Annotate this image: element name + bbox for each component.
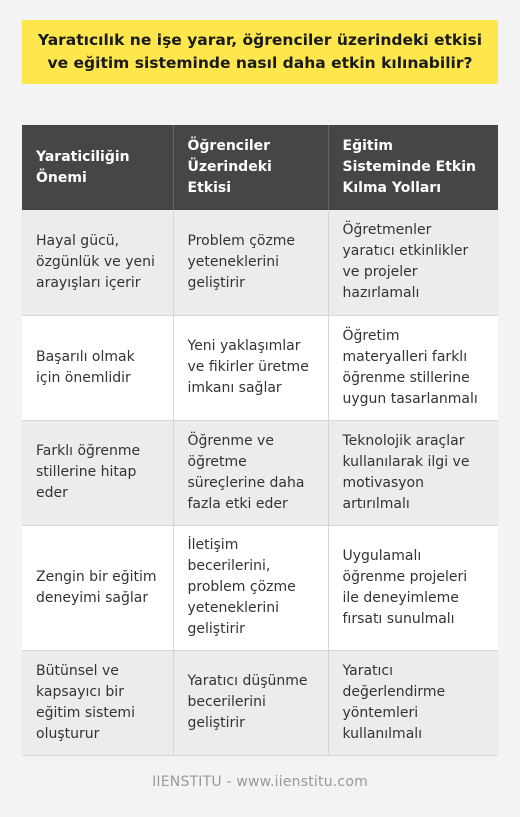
table-cell: Problem çözme yeteneklerini geliştirir <box>173 210 328 315</box>
comparison-table <box>22 125 498 756</box>
table-cell: Bütünsel ve kapsayıcı bir eğitim sistemi oluşturur <box>22 650 173 755</box>
table-cell: Öğrenme ve öğretme süreçlerine daha fazla etki eder <box>173 420 328 525</box>
footer-credit: IIENSTITU - www.iienstitu.com <box>152 774 368 790</box>
table-row <box>22 420 498 525</box>
table-cell: Hayal gücü, özgünlük ve yeni arayışları içerir <box>22 210 173 315</box>
table-row <box>22 210 498 315</box>
table-cell: Öğretmenler yaratıcı etkinlikler ve projeler hazırlamalı <box>328 210 498 315</box>
table-cell: Yaratıcı değerlendirme yöntemleri kullanılmalı <box>328 650 498 755</box>
table-cell: Yeni yaklaşımlar ve fikirler üretme imkanı sağlar <box>173 315 328 420</box>
table-cell: Yaratıcı düşünme becerilerini geliştirir <box>173 650 328 755</box>
title-banner <box>22 20 498 84</box>
table-cell: Teknolojik araçlar kullanılarak ilgi ve motivasyon artırılmalı <box>328 420 498 525</box>
table-cell: Başarılı olmak için önemlidir <box>22 315 173 420</box>
table-cell: Zengin bir eğitim deneyimi sağlar <box>22 525 173 650</box>
table-cell: Öğretim materyalleri farklı öğrenme stillerine uygun tasarlanmalı <box>328 315 498 420</box>
column-header: Eğitim Sisteminde Etkin Kılma Yolları <box>328 125 498 210</box>
table-cell: Uygulamalı öğrenme projeleri ile deneyimleme fırsatı sunulmalı <box>328 525 498 650</box>
table-row <box>22 650 498 755</box>
column-header: Yaraticiliğin Önemi <box>22 125 173 210</box>
page-title: Yaratıcılık ne işe yarar, öğrenciler üzerindeki etkisi ve eğitim sisteminde nasıl daha etkin kılınabilir? <box>37 31 483 72</box>
table-row <box>22 315 498 420</box>
table-header-row <box>22 125 498 210</box>
table-cell: Farklı öğrenme stillerine hitap eder <box>22 420 173 525</box>
table-cell: İletişim becerilerini, problem çözme yeteneklerini geliştirir <box>173 525 328 650</box>
table-row <box>22 525 498 650</box>
comparison-table-container <box>22 125 498 756</box>
column-header: Öğrenciler Üzerindeki Etkisi <box>173 125 328 210</box>
